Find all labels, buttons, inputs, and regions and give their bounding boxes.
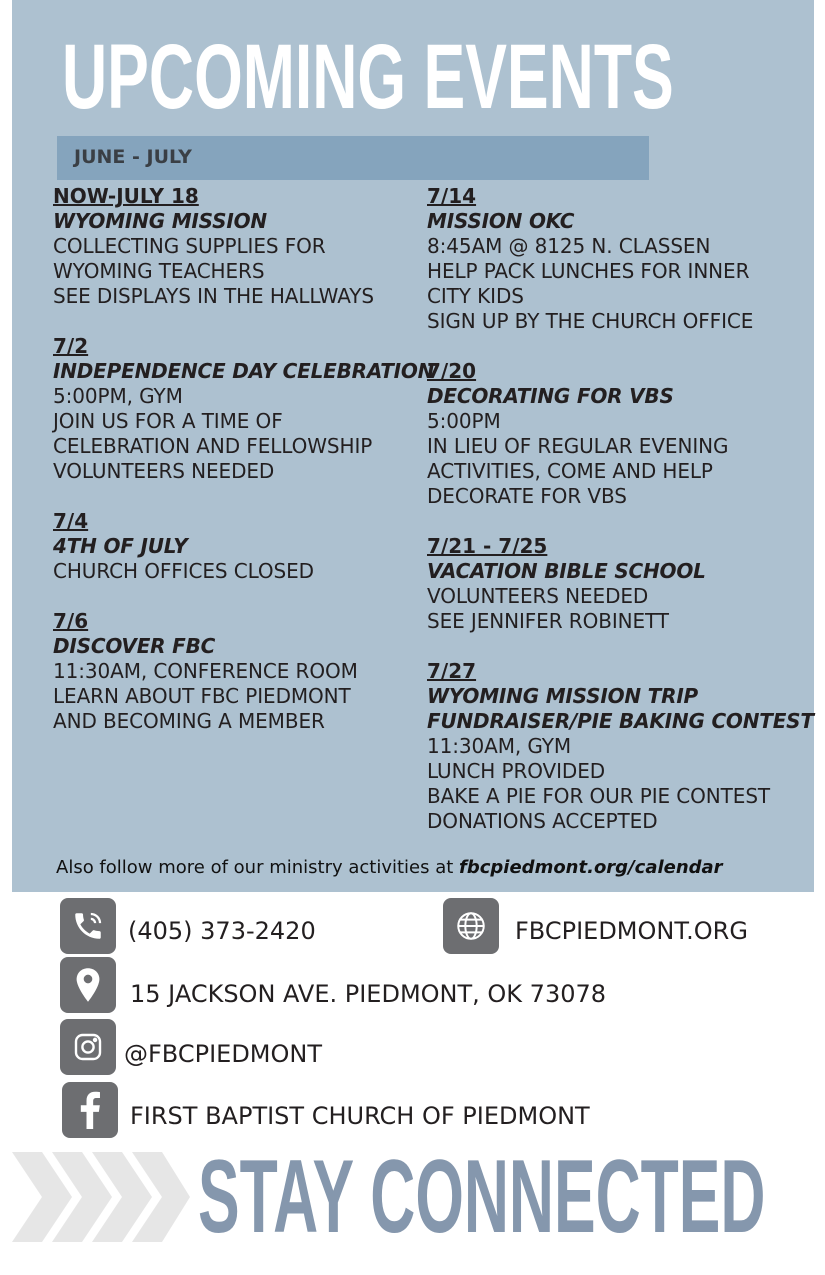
event-detail: AND BECOMING A MEMBER xyxy=(53,709,325,733)
event-detail: SEE DISPLAYS IN THE HALLWAYS xyxy=(53,284,374,308)
event-mission-okc xyxy=(427,184,812,334)
address-text: 15 JACKSON AVE. PIEDMONT, OK 73078 xyxy=(130,980,607,1008)
stay-connected-heading: STAY CONNECTED xyxy=(198,1139,766,1255)
globe-icon xyxy=(443,898,499,954)
event-name: 4TH OF JULY xyxy=(53,534,188,558)
event-date: 7/2 xyxy=(53,334,89,358)
event-detail: BAKE A PIE FOR OUR PIE CONTEST xyxy=(427,784,771,808)
event-date: 7/14 xyxy=(427,184,477,208)
event-detail: IN LIEU OF REGULAR EVENING xyxy=(427,434,729,458)
phone-icon xyxy=(60,898,116,954)
facebook-icon xyxy=(62,1082,118,1138)
date-range-label: JUNE - JULY xyxy=(74,146,192,168)
facebook-page[interactable]: FIRST BAPTIST CHURCH OF PIEDMONT xyxy=(130,1102,590,1130)
location-pin-icon xyxy=(60,957,116,1013)
event-name-continued: FUNDRAISER/PIE BAKING CONTEST xyxy=(427,709,814,733)
instagram-handle[interactable]: @FBCPIEDMONT xyxy=(124,1040,323,1068)
event-detail: 5:00PM, GYM xyxy=(53,384,183,408)
calendar-link[interactable]: fbcpiedmont.org/calendar xyxy=(459,857,723,878)
chevron-arrows-decoration xyxy=(0,1152,190,1242)
event-detail: ACTIVITIES, COME AND HELP xyxy=(427,459,713,483)
event-date: 7/4 xyxy=(53,509,89,533)
event-independence-day xyxy=(53,334,435,484)
instagram-icon xyxy=(60,1019,116,1075)
event-name: VACATION BIBLE SCHOOL xyxy=(427,559,706,583)
event-date: 7/20 xyxy=(427,359,477,383)
event-detail: 8:45AM @ 8125 N. CLASSEN xyxy=(427,234,711,258)
date-range-band xyxy=(57,136,649,180)
event-date: 7/27 xyxy=(427,659,477,683)
event-detail: SIGN UP BY THE CHURCH OFFICE xyxy=(427,309,754,333)
event-detail: DECORATE FOR VBS xyxy=(427,484,627,508)
event-detail: CITY KIDS xyxy=(427,284,524,308)
event-vacation-bible-school xyxy=(427,534,812,634)
follow-note xyxy=(56,857,723,878)
events-column-left xyxy=(53,184,435,759)
event-detail: HELP PACK LUNCHES FOR INNER xyxy=(427,259,750,283)
event-date: 7/21 - 7/25 xyxy=(427,534,548,558)
event-detail: WYOMING TEACHERS xyxy=(53,259,265,283)
event-decorating-vbs xyxy=(427,359,812,509)
event-date: 7/6 xyxy=(53,609,89,633)
event-detail: CHURCH OFFICES CLOSED xyxy=(53,559,314,583)
event-detail: LEARN ABOUT FBC PIEDMONT xyxy=(53,684,351,708)
event-detail: SEE JENNIFER ROBINETT xyxy=(427,609,669,633)
event-detail: LUNCH PROVIDED xyxy=(427,759,606,783)
page-title: UPCOMING EVENTS xyxy=(62,26,674,128)
event-discover-fbc xyxy=(53,609,423,734)
follow-text: Also follow more of our ministry activities at xyxy=(56,857,460,878)
event-name: WYOMING MISSION TRIP xyxy=(427,684,699,708)
event-wyoming-mission-trip xyxy=(427,659,812,834)
event-detail: 11:30AM, CONFERENCE ROOM xyxy=(53,659,358,683)
phone-number[interactable]: (405) 373-2420 xyxy=(128,917,316,945)
event-name: INDEPENDENCE DAY CELEBRATION xyxy=(53,359,435,383)
event-detail: CELEBRATION AND FELLOWSHIP xyxy=(53,434,373,458)
event-fourth-of-july xyxy=(53,509,423,584)
event-name: DECORATING FOR VBS xyxy=(427,384,674,408)
event-detail: JOIN US FOR A TIME OF xyxy=(53,409,283,433)
event-name: MISSION OKC xyxy=(427,209,575,233)
event-detail: 5:00PM xyxy=(427,409,501,433)
event-name: DISCOVER FBC xyxy=(53,634,216,658)
website-link[interactable]: FBCPIEDMONT.ORG xyxy=(515,917,748,945)
event-detail: VOLUNTEERS NEEDED xyxy=(53,459,275,483)
event-detail: 11:30AM, GYM xyxy=(427,734,572,758)
event-detail: COLLECTING SUPPLIES FOR xyxy=(53,234,326,258)
event-detail: VOLUNTEERS NEEDED xyxy=(427,584,649,608)
event-name: WYOMING MISSION xyxy=(53,209,267,233)
event-date: NOW-JULY 18 xyxy=(53,184,199,208)
event-detail: DONATIONS ACCEPTED xyxy=(427,809,658,833)
events-column-right xyxy=(427,184,812,859)
event-wyoming-mission xyxy=(53,184,423,309)
